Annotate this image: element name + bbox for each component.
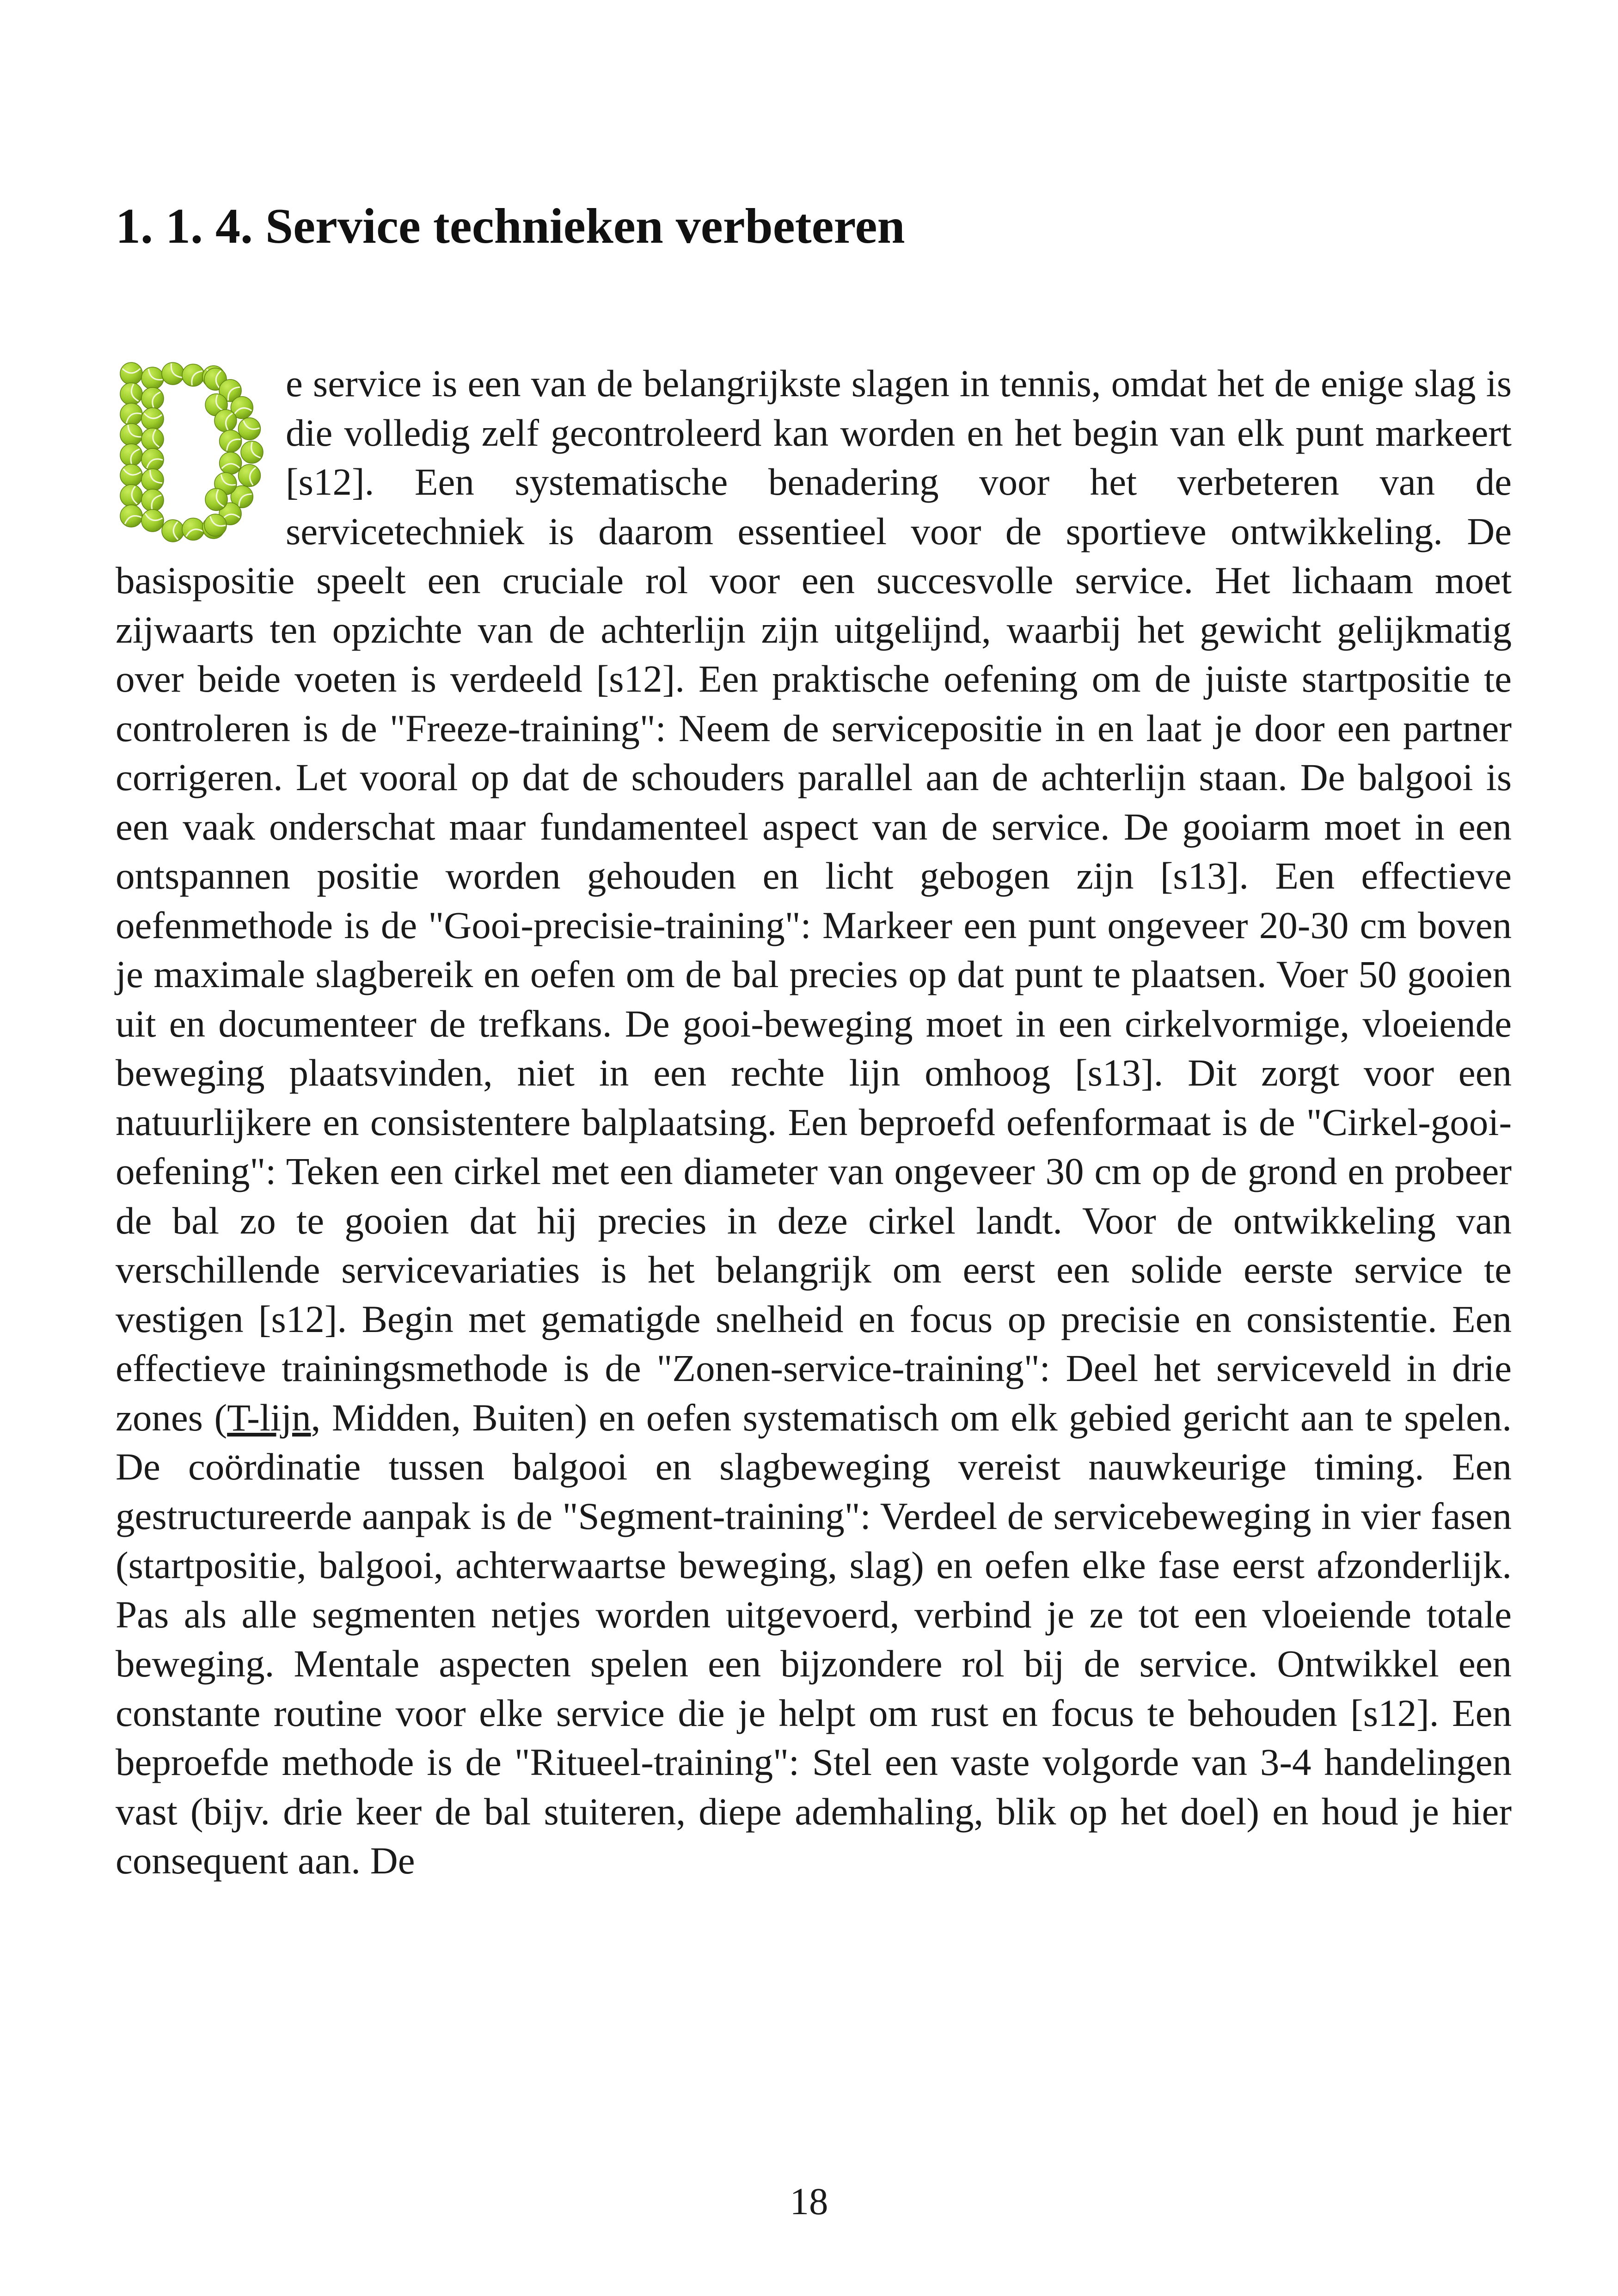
- tennis-ball-icon: [141, 489, 164, 511]
- tennis-ball-icon: [141, 408, 164, 430]
- tennis-ball-icon: [120, 424, 142, 446]
- tennis-ball-icon: [220, 452, 242, 474]
- tennis-ball-icon: [238, 465, 260, 487]
- tennis-ball-icon: [182, 518, 204, 540]
- tennis-ball-icon: [141, 428, 164, 450]
- tennis-ball-icon: [182, 364, 204, 387]
- tennis-ball-icon: [120, 485, 142, 507]
- t-lijn-link[interactable]: T-lijn: [227, 1396, 311, 1439]
- tennis-ball-icon: [215, 410, 237, 432]
- tennis-ball-icon: [120, 444, 142, 466]
- tennis-ball-icon: [141, 469, 164, 491]
- tennis-ball-icon: [120, 383, 142, 405]
- page-number: 18: [790, 2180, 828, 2222]
- tennis-ball-icon: [141, 367, 164, 389]
- tennis-ball-icon: [120, 403, 142, 425]
- tennis-ball-icon: [120, 362, 142, 385]
- tennis-ball-icon: [141, 387, 164, 410]
- tennis-ball-icon: [220, 430, 242, 452]
- tennis-ball-icon: [120, 464, 142, 486]
- dropcap-tennis-ball-letter-d: [116, 360, 273, 545]
- body-text-part-1: e service is een van de belangrijkste slagen in tennis, omdat het de enige slag is die volledig zelf gecontroleerd kan worden en het begin van elk punt markeert [s12]. Een systematische benadering voor het verbeteren van de servicetechniek is daarom essentieel voor de sportieve ontwikkeling. De basispositie speelt een cruciale rol voor een succesvolle service. Het lichaam moet zijwaarts ten opzichte van de achterlijn zijn uitgelijnd, waarbij het gewicht gelijkmatig over beide voeten is verdeeld [s12]. Een praktische oefening om de juiste startpositie te controleren is de "Freeze-training": Neem de servicepositie in en laat je door een partner corrigeren. Let vooral op dat de schouders parallel aan de achterlijn staan. De balgooi is een vaak onderschat maar fundamenteel aspect van de service. De gooiarm moet in een ontspannen positie worden gehouden en licht gebogen zijn [s13]. Een effectieve oefenmethode is de "Gooi-precisie-training": Markeer een punt ongeveer 20-30 cm boven je maximale slagbereik en oefen om de bal precies op dat punt te plaatsen. Voer 50 gooien uit en documenteer de trefkans. De gooi-beweging moet in een cirkelvormige, vloeiende beweging plaatsvinden, niet in een rechte lijn omhoog [s13]. Dit zorgt voor een natuurlijkere en consistentere balplaatsing. Een beproefd oefenformaat is de "Cirkel-gooi-oefening": Teken een cirkel met een diameter van ongeveer 30 cm op de grond en probeer de bal zo te gooien dat hij precies in deze cirkel landt. Voor de ontwikkeling van verschillende servicevariaties is het belangrijk om eerst een solide eerste service te vestigen [s12]. Begin met gematigde snelheid en focus op precisie en consistentie. Een effectieve trainingsmethode is de "Zonen-service-training": Deel het serviceveld in drie zones (: [116, 362, 1512, 1439]
- tennis-ball-icon: [141, 510, 164, 532]
- tennis-ball-icon: [120, 505, 142, 527]
- tennis-ball-icon: [238, 417, 260, 440]
- tennis-ball-icon: [162, 362, 184, 385]
- tennis-ball-icon: [204, 514, 227, 536]
- body-paragraph: [116, 359, 1512, 1885]
- section-heading: 1. 1. 4. Service technieken verbeteren: [116, 199, 905, 254]
- body-text-part-2: , Midden, Buiten) en oefen systematisch om elk gebied gericht aan te spelen. De coördinatie tussen balgooi en slagbeweging vereist nauwkeurige timing. Een gestructureerde aanpak is de "Segment-training": Verdeel de servicebeweging in vier fasen (startpositie, balgooi, achterwaartse beweging, slag) en oefen elke fase eerst afzonderlijk. Pas als alle segmenten netjes worden uitgevoerd, verbind je ze tot een vloeiende totale beweging. Mentale aspecten spelen een bijzondere rol bij de service. Ontwikkel een constante routine voor elke service die je helpt om rust en focus te behouden [s12]. Een beproefde methode is de "Ritueel-training": Stel een vaste volgorde van 3-4 handelingen vast (bijv. drie keer de bal stuiteren, diepe ademhaling, blik op het doel) en houd je hier consequent aan. De: [116, 1396, 1512, 1882]
- tennis-ball-icon: [141, 448, 164, 471]
- tennis-ball-icon: [241, 441, 263, 463]
- tennis-ball-icon: [205, 488, 227, 510]
- tennis-ball-icon: [162, 520, 184, 542]
